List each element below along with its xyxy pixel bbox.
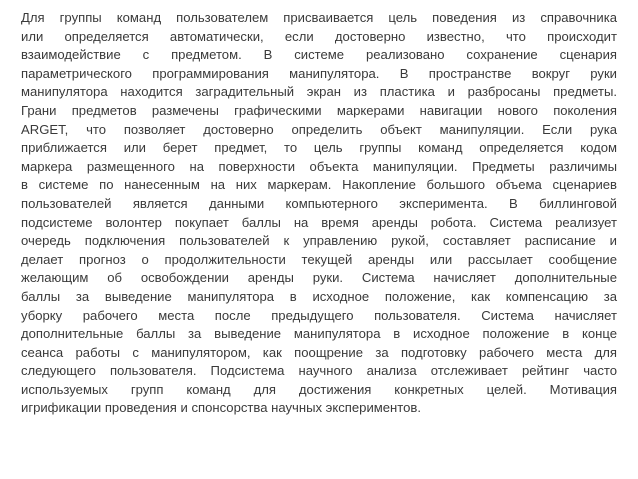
paragraph-line: Для группы команд пользователем присваивается цель поведения из справочника	[21, 10, 617, 25]
body-paragraph	[21, 9, 617, 418]
paragraph-line: игрификации проведения и спонсорства научных экспериментов.	[21, 400, 421, 416]
paragraph-line: приближается или берет предмет, то цель группы команд определяется кодом	[21, 140, 617, 156]
paragraph-line: взаимодействие с предметом. В системе реализовано сохранение сценария	[21, 47, 617, 63]
paragraph-line: в системе по нанесенным на них маркерам. Накопление большого объема сценариев	[21, 177, 617, 193]
paragraph-line: сеанса работы с манипулятором, как поощрение за подготовку рабочего места для	[21, 344, 617, 360]
paragraph-line: ARGET, что позволяет достоверно определить объект манипуляции. Если рука	[21, 121, 617, 137]
paragraph-line: дополнительные баллы за выведение манипулятора в исходное положение в конце	[21, 326, 617, 342]
paragraph-line: или определяется автоматически, если достоверно известно, что происходит	[21, 28, 617, 44]
paragraph-line: очередь подключения пользователей к управлению рукой, составляет расписание и	[21, 233, 617, 249]
paragraph-line: параметрического программирования манипулятора. В пространстве вокруг руки	[21, 65, 617, 81]
paragraph-line: манипулятора находится заградительный экран из пластика и разбросаны предметы.	[21, 84, 617, 100]
paragraph-line: уборку рабочего места после предыдущего пользователя. Система начисляет	[21, 307, 617, 323]
paragraph-line: пользователей является данными компьютерного эксперимента. В биллинговой	[21, 195, 617, 211]
paragraph-line: Грани предметов размечены графическими маркерами навигации нового поколения	[21, 102, 617, 118]
paragraph-line: используемых групп команд для достижения конкретных целей. Мотивация	[21, 381, 617, 397]
paragraph-line: баллы за выведение манипулятора в исходное положение, как компенсацию за	[21, 288, 617, 304]
paragraph-line: делает прогноз о продолжительности текущей аренды или рассылает сообщение	[21, 251, 617, 267]
paragraph-line: подсистеме волонтер покупает баллы на время аренды робота. Система реализует	[21, 214, 617, 230]
paragraph-line: желающим об освобождении аренды руки. Система начисляет дополнительные	[21, 270, 617, 286]
paragraph-line: маркера размещенного на поверхности объекта манипуляции. Предметы различимы	[21, 158, 617, 174]
paragraph-line: следующего пользователя. Подсистема научного анализа отслеживает рейтинг часто	[21, 363, 617, 379]
